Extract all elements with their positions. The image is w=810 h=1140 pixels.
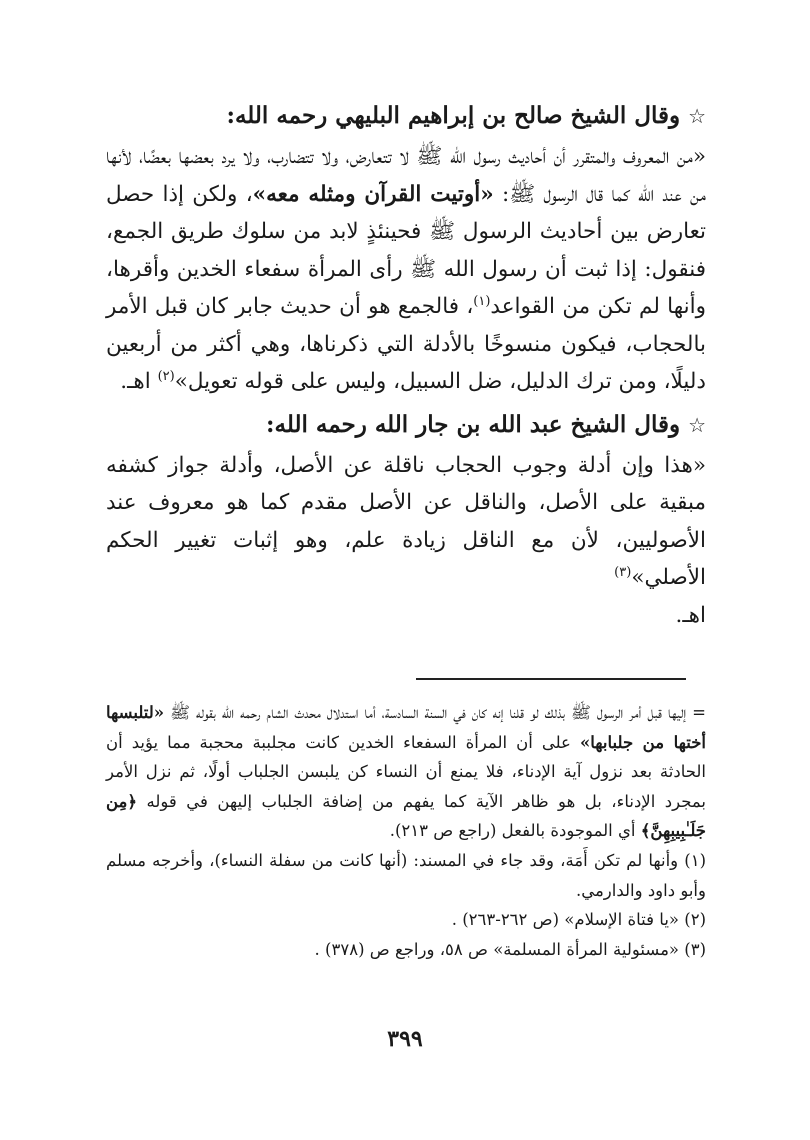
main-text	[106, 96, 706, 634]
footnote-ref-1: (١)	[473, 293, 491, 309]
section2-ending: اهـ.	[675, 602, 706, 628]
footnote-continuation	[106, 698, 706, 846]
section2-heading-text: وقال الشيخ عبد الله بن جار الله رحمه الله:	[266, 410, 681, 438]
section1-quote-part-a: «من المعروف والمتقرر أن أحاديث رسول الله ﷺ لا تتعارض، ولا تتضارب، ولا يرد بعضها بعضًا، لأنها من عند الله كما قال الرسول ﷺ:	[106, 144, 706, 207]
section2-quote-text: «هذا وإن أدلة وجوب الحجاب ناقلة عن الأصل، وأدلة جواز كشفه مبقية على الأصل، والناقل عن الأصل مقدم كما هو معروف عند الأصوليين، لأن مع الناقل زيادة علم، وهو إثبات تغيير الحكم الأصلي»	[106, 452, 706, 590]
section1-heading-text: وقال الشيخ صالح بن إبراهيم البليهي رحمه الله:	[226, 102, 681, 129]
footnote-ref-2: (٢)	[157, 368, 175, 384]
section1-quote-part-c: ، فالجمع هو أن حديث جابر كان قبل الأمر بالحجاب، فيكون منسوخًا بالأدلة التي ذكرناها، وهي أكثر من أربعين دليلًا، ومن ترك الدليل، ضل السبيل، وليس على قوله تعويل»	[106, 294, 706, 394]
section1-quote	[106, 138, 706, 401]
star-icon: ☆	[688, 104, 706, 128]
footnote-ref-3: (٣)	[614, 564, 632, 580]
footnote-cont-part-b: على أن المرأة السفعاء الخدين كانت مجلببة محجبة مما يؤيد أن الحادثة بعد نزول آية الإدناء، فلا يمنع أن النساء كن يلبسن الجلباب أولًا، ثم نزل الأمر بمجرد الإدناء، بل هو ظاهر الآية كما يفهم من إضافة الجلباب إليهن في قوله	[106, 732, 706, 811]
footnote-cont-hadith: «لتلبسها أختها من جلبابها»	[106, 703, 706, 752]
footnote-divider	[416, 678, 686, 680]
section1-heading	[106, 96, 706, 138]
footnote-3: (٣) «مسئولية المرأة المسلمة» ص ٥٨، وراجع ص (٣٧٨) .	[314, 939, 706, 959]
footnote-cont-part-c: أي الموجودة بالفعل (راجع ص ٢١٣).	[389, 821, 641, 841]
hadith-quote: «أوتيت القرآن ومثله معه»	[252, 181, 494, 207]
footnote-2: (٢) «يا فتاة الإسلام» (ص ٢٦٢-٢٦٣) .	[451, 910, 706, 930]
section1-ending: اهـ.	[120, 369, 158, 394]
section2-heading	[106, 405, 706, 447]
star-icon: ☆	[688, 412, 706, 437]
page-number: ٣٩٩	[387, 1026, 423, 1052]
footnote-1: (١) وأنها لم تكن أَمَة، وقد جاء في المسند: (أنها كانت من سفلة النساء)، وأخرجه مسلم وأبو داود والدارمي.	[106, 850, 706, 900]
footnote-cont-part-a: = إليها قبل أمر الرسول ﷺ بذلك لو قلنا إنه كان في السنة السادسة، أما استدلال محدث الشام رحمه الله بقوله ﷺ	[164, 703, 706, 722]
footnotes	[106, 698, 706, 964]
section1-quote-part-b: ، ولكن إذا حصل تعارض بين أحاديث الرسول ﷺ فحينئذٍ لابد من سلوك طريق الجمع، فنقول: إذا ثبت أن رسول الله ﷺ رأى المرأة سفعاء الخدين وأقرها، وأنها لم تكن من القواعد	[106, 181, 706, 319]
footnote-cont-quran: ﴿مِن جَلَـٰبِيبِهِنَّ﴾	[106, 791, 706, 841]
section2-quote	[106, 447, 706, 635]
